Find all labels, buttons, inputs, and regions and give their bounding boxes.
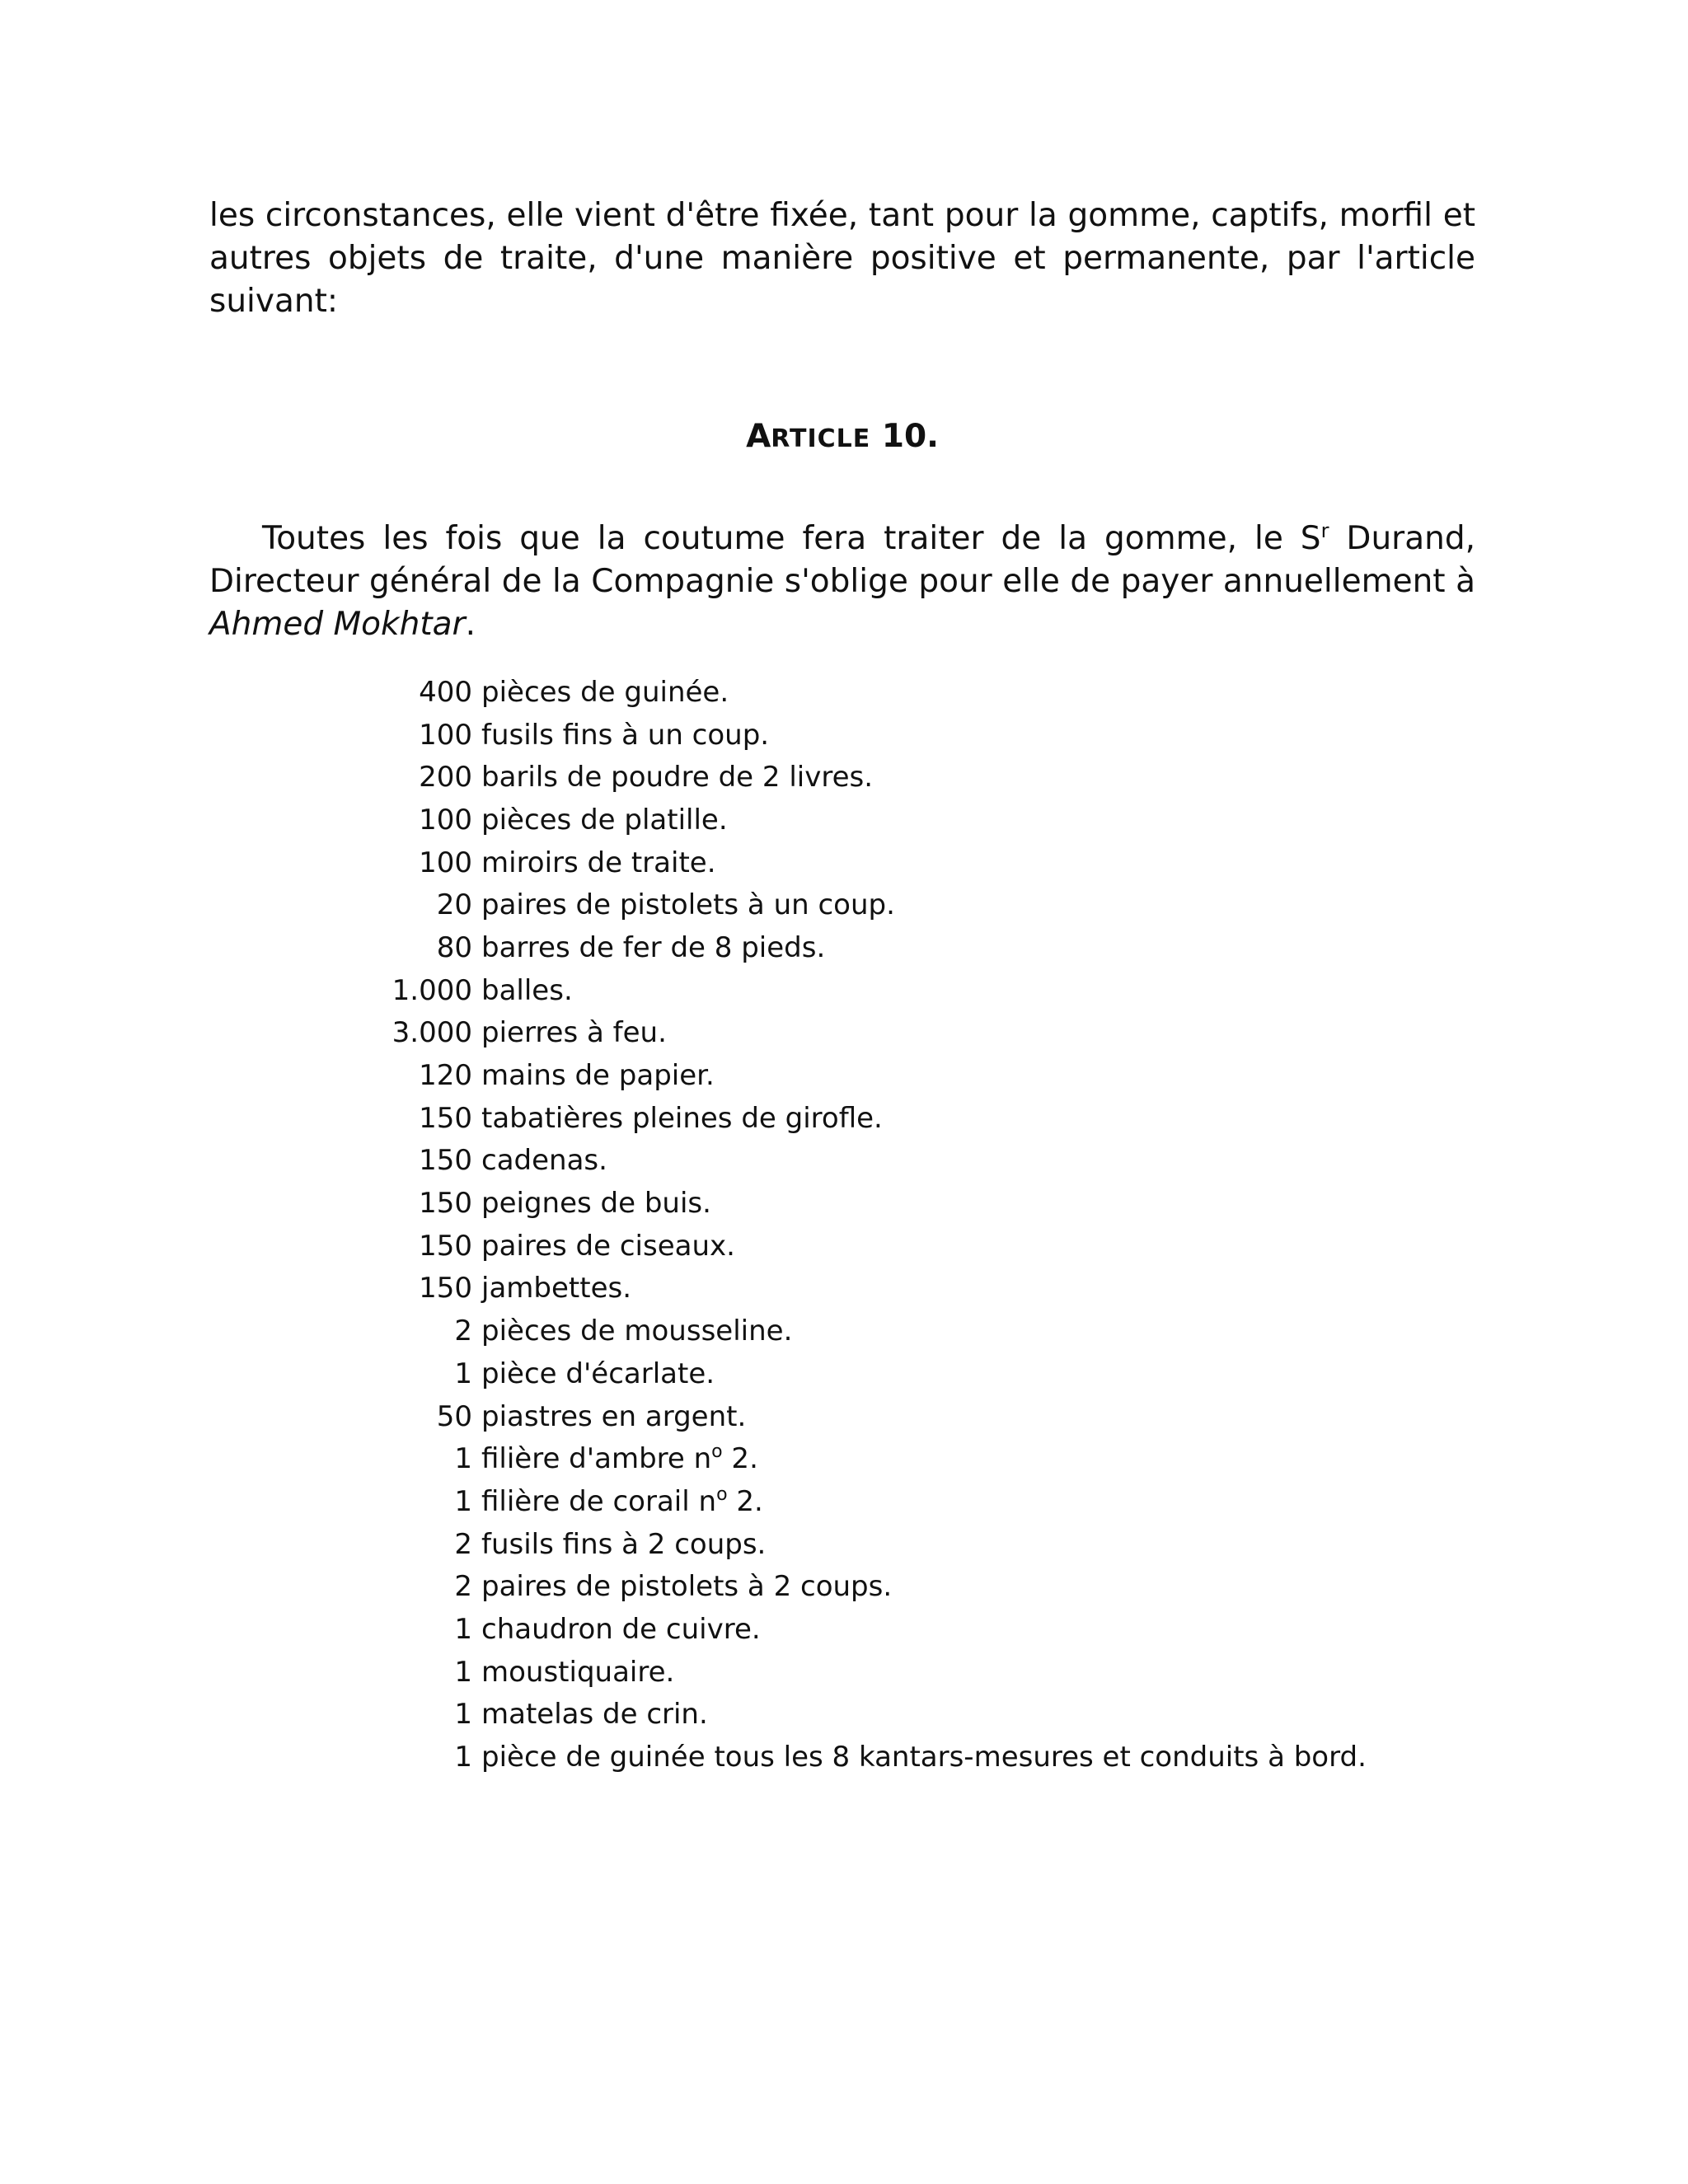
article-paragraph-part1: Toutes les fois que la coutume fera traiter de la gomme, le S [262, 520, 1321, 557]
item-description [481, 1485, 763, 1518]
item-quantity: 2 [454, 1315, 472, 1348]
list-item [209, 1523, 1475, 1566]
item-text: pièces de mousseline. [481, 1315, 793, 1348]
list-item [209, 1480, 1475, 1523]
recipient-name: Ahmed Mokhtar [209, 606, 466, 643]
item-quantity: 1 [454, 1442, 472, 1476]
item-text: paires de pistolets à un coup. [481, 888, 895, 922]
item-quantity: 50 [436, 1399, 472, 1433]
item-description [481, 1442, 758, 1475]
item-description [481, 931, 825, 964]
list-item [209, 926, 1475, 969]
item-quantity: 1 [454, 1741, 472, 1774]
item-description [481, 761, 873, 794]
item-description [481, 1059, 715, 1092]
item-quantity: 120 [419, 1059, 472, 1093]
item-text: pièces de platille. [481, 803, 728, 837]
article-heading-number: 10. [870, 418, 939, 455]
list-item [209, 1608, 1475, 1651]
item-quantity: 150 [419, 1144, 472, 1178]
item-text: mains de papier. [481, 1059, 715, 1093]
article-heading [209, 415, 1475, 461]
item-description [481, 1570, 892, 1603]
item-description [481, 1698, 708, 1731]
item-description [481, 804, 728, 837]
list-item [209, 1736, 1475, 1779]
item-description [481, 1230, 735, 1263]
item-quantity: 200 [419, 761, 472, 794]
item-quantity: 400 [419, 675, 472, 709]
list-item [209, 714, 1475, 757]
list-item [209, 756, 1475, 799]
item-quantity: 1.000 [392, 973, 472, 1007]
list-item [209, 1225, 1475, 1268]
item-text: barils de poudre de 2 livres. [481, 761, 874, 794]
item-text: pièce d'écarlate. [481, 1357, 715, 1390]
item-quantity: 100 [419, 803, 472, 837]
list-item [209, 1565, 1475, 1608]
item-description [481, 676, 729, 709]
article-paragraph-part2: Durand, Directeur général de la Compagnie s'oblige pour elle de payer annuellement à [209, 520, 1475, 600]
list-item [209, 1395, 1475, 1438]
item-text: fusils fins à 2 coups. [481, 1527, 767, 1561]
list-item [209, 883, 1475, 926]
list-item [209, 1437, 1475, 1480]
item-superscript: o [716, 1483, 728, 1505]
item-description [481, 974, 573, 1007]
list-item [209, 841, 1475, 884]
item-description [481, 888, 895, 921]
item-text: barres de fer de 8 pieds. [481, 930, 826, 964]
list-item [209, 1268, 1475, 1310]
item-description [481, 1613, 761, 1646]
item-description [481, 719, 769, 752]
list-item [209, 969, 1475, 1012]
goods-list [209, 671, 1475, 1779]
superscript-r: r [1320, 519, 1329, 542]
item-text: cadenas. [481, 1144, 607, 1178]
item-text: balles. [481, 973, 573, 1007]
list-item [209, 671, 1475, 714]
list-item [209, 1054, 1475, 1097]
item-description [481, 1315, 792, 1347]
list-item [209, 1694, 1475, 1736]
item-description [481, 1528, 766, 1561]
item-description [481, 846, 716, 879]
item-text: fusils fins à un coup. [481, 718, 770, 752]
item-text: filière d'ambre n [481, 1442, 712, 1476]
item-text: pierres à feu. [481, 1016, 667, 1050]
item-text-after: 2. [727, 1484, 763, 1518]
article-paragraph-end: . [465, 606, 476, 643]
item-text: moustiquaire. [481, 1655, 675, 1689]
list-item [209, 1097, 1475, 1140]
item-superscript: o [711, 1441, 723, 1463]
item-quantity: 100 [419, 846, 472, 879]
item-description [481, 1272, 631, 1305]
list-item [209, 799, 1475, 841]
item-quantity: 150 [419, 1229, 472, 1263]
item-quantity: 1 [454, 1698, 472, 1732]
item-text: paires de pistolets à 2 coups. [481, 1570, 893, 1604]
item-description [481, 1656, 674, 1689]
article-paragraph [209, 518, 1475, 646]
document-page [209, 194, 1475, 1774]
item-quantity: 3.000 [392, 1016, 472, 1050]
intro-paragraph: les circonstances, elle vient d'être fixée, tant pour la gomme, captifs, morfil et autres objets de traite, d'une manière positive et permanente, par l'article suivant: [209, 197, 1475, 320]
item-quantity: 1 [454, 1357, 472, 1390]
item-quantity: 1 [454, 1484, 472, 1518]
item-description [481, 1741, 1367, 1774]
article-heading-smallcaps: RTICLE [771, 424, 871, 453]
list-item [209, 1651, 1475, 1694]
item-description [481, 1144, 607, 1177]
article-heading-initial: A [746, 418, 771, 455]
item-quantity: 1 [454, 1655, 472, 1689]
item-quantity: 80 [436, 930, 472, 964]
item-quantity: 2 [454, 1570, 472, 1604]
item-quantity: 100 [419, 718, 472, 752]
item-quantity: 1 [454, 1612, 472, 1646]
item-text-after: 2. [722, 1442, 758, 1476]
item-quantity: 150 [419, 1101, 472, 1135]
item-text: paires de ciseaux. [481, 1229, 735, 1263]
list-item [209, 1352, 1475, 1395]
item-quantity: 20 [436, 888, 472, 922]
item-text: pièces de guinée. [481, 675, 729, 709]
item-quantity: 2 [454, 1527, 472, 1561]
item-description [481, 1187, 711, 1220]
item-text: matelas de crin. [481, 1698, 708, 1732]
list-item [209, 1310, 1475, 1352]
item-text: chaudron de cuivre. [481, 1612, 761, 1646]
item-text: tabatières pleines de girofle. [481, 1101, 883, 1135]
list-item [209, 1140, 1475, 1183]
item-text: jambettes. [481, 1272, 632, 1305]
item-quantity: 150 [419, 1272, 472, 1305]
item-description [481, 1102, 883, 1135]
list-item [209, 1182, 1475, 1225]
item-description [481, 1016, 667, 1049]
item-text: filière de corail n [481, 1484, 717, 1518]
item-text: peignes de buis. [481, 1187, 711, 1221]
item-text: piastres en argent. [481, 1399, 747, 1433]
list-item [209, 1012, 1475, 1055]
item-text: pièce de guinée tous les 8 kantars-mesures et conduits à bord. [481, 1741, 1367, 1774]
item-text: miroirs de traite. [481, 846, 716, 879]
item-description [481, 1400, 746, 1433]
item-quantity: 150 [419, 1187, 472, 1221]
item-description [481, 1357, 715, 1390]
